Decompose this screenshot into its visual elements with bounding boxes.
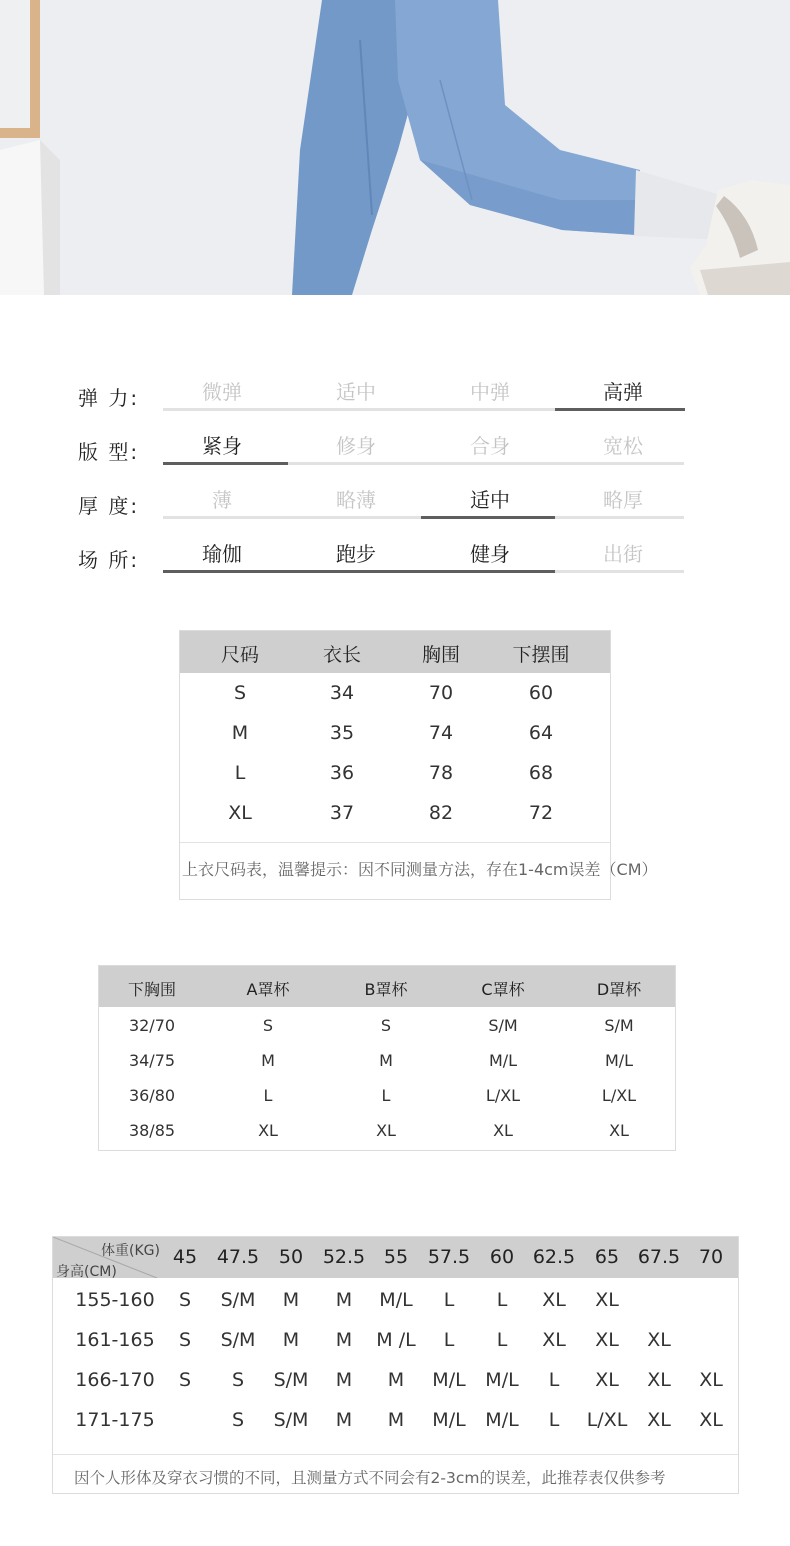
weight-header: 67.5	[637, 1246, 681, 1268]
size-recommend-table	[52, 1236, 739, 1494]
size-cell: M	[282, 1289, 300, 1311]
weight-header: 52.5	[322, 1246, 366, 1268]
attribute-row	[0, 426, 790, 480]
table-cell: M	[231, 722, 249, 744]
table-cell: 34/75	[128, 1051, 176, 1070]
table-cell: M/L	[488, 1051, 518, 1070]
size-cell: S/M	[220, 1289, 256, 1311]
size-cell: L	[548, 1369, 560, 1391]
table-cell: 38/85	[128, 1121, 176, 1140]
table-cell: 82	[428, 802, 454, 824]
attribute-row	[0, 534, 790, 588]
table-cell: XL	[493, 1121, 513, 1140]
table-cell: 74	[428, 722, 454, 744]
size-cell: XL	[647, 1409, 671, 1431]
size-cell: M	[387, 1369, 405, 1391]
size-cell: XL	[542, 1289, 566, 1311]
attribute-option: 薄	[212, 488, 232, 512]
column-header: 尺码	[220, 644, 259, 666]
column-header: B罩杯	[364, 980, 408, 999]
size-cell: L	[443, 1289, 455, 1311]
size-cell: S/M	[220, 1329, 256, 1351]
table-cell: L	[234, 762, 246, 784]
size-cell: M/L	[432, 1409, 466, 1431]
level-indicator	[163, 462, 288, 465]
table-cell: XL	[258, 1121, 278, 1140]
size-cell: XL	[595, 1289, 619, 1311]
size-cell: M/L	[485, 1409, 519, 1431]
column-header: A罩杯	[246, 980, 290, 999]
table-cell: S	[380, 1016, 392, 1035]
table-cell: 60	[528, 682, 554, 704]
attribute-option: 中弹	[470, 380, 510, 404]
table-cell: 32/70	[128, 1016, 176, 1035]
size-cell: XL	[647, 1369, 671, 1391]
attribute-option: 合身	[470, 434, 510, 458]
divider	[180, 842, 610, 843]
table-cell: 64	[528, 722, 554, 744]
weight-header: 70	[698, 1246, 724, 1268]
product-photo	[0, 0, 790, 295]
size-cell: M	[335, 1289, 353, 1311]
table-cell: 70	[428, 682, 454, 704]
attribute-row	[0, 480, 790, 534]
top-size-table	[179, 630, 658, 900]
size-cell: XL	[699, 1369, 723, 1391]
table-cell: L/XL	[601, 1086, 637, 1105]
attribute-label: 场 所:	[78, 548, 140, 572]
attribute-option: 健身	[470, 542, 510, 566]
attribute-option: 出街	[603, 542, 643, 566]
table-cell: L	[263, 1086, 273, 1105]
attribute-label: 版 型:	[78, 440, 140, 464]
table-cell: S/M	[604, 1016, 634, 1035]
column-header: 下胸围	[127, 980, 176, 999]
size-cell: S/M	[273, 1369, 309, 1391]
table-cell: XL	[376, 1121, 396, 1140]
column-header: D罩杯	[596, 980, 642, 999]
table-cell: S/M	[488, 1016, 518, 1035]
size-cell: XL	[542, 1329, 566, 1351]
attribute-option: 宽松	[603, 434, 643, 458]
size-cell: S	[178, 1289, 192, 1311]
table-cell: L	[381, 1086, 391, 1105]
attribute-option: 微弹	[202, 380, 242, 404]
attribute-option: 略厚	[603, 488, 643, 512]
attribute-label: 厚 度:	[78, 494, 140, 518]
table-cell: S	[262, 1016, 274, 1035]
picture-frame-icon	[0, 0, 40, 138]
height-range: 166-170	[75, 1369, 155, 1391]
size-cell: M/L	[432, 1369, 466, 1391]
size-cell: S	[231, 1369, 245, 1391]
attribute-option: 适中	[470, 488, 510, 512]
height-range: 155-160	[75, 1289, 155, 1311]
table-cell: 72	[528, 802, 554, 824]
size-cell: L	[548, 1409, 560, 1431]
size-cell: M	[335, 1369, 353, 1391]
attribute-option: 略薄	[336, 488, 376, 512]
recommend-note: 因个人形体及穿衣习惯的不同，且测量方式不同会有2-3cm的误差，此推荐表仅供参考	[74, 1469, 666, 1487]
bra-size-table	[98, 965, 676, 1151]
divider	[53, 1454, 738, 1455]
model-pants-illustration	[0, 0, 790, 295]
table-cell: M	[379, 1051, 393, 1070]
size-cell: M	[282, 1329, 300, 1351]
attribute-label: 弹 力:	[78, 386, 140, 410]
size-cell: L	[443, 1329, 455, 1351]
size-cell: M/L	[379, 1289, 413, 1311]
size-cell: L	[496, 1329, 508, 1351]
attribute-row	[0, 372, 790, 426]
table-cell: 68	[528, 762, 554, 784]
weight-header: 47.5	[216, 1246, 260, 1268]
height-range: 171-175	[75, 1409, 155, 1431]
size-cell: L	[496, 1289, 508, 1311]
weight-header: 50	[278, 1246, 304, 1268]
table-cell: 35	[329, 722, 355, 744]
size-cell: XL	[647, 1329, 671, 1351]
weight-header: 55	[383, 1246, 409, 1268]
height-axis-label: 身高(CM)	[56, 1264, 117, 1280]
attribute-option: 高弹	[603, 380, 643, 404]
size-cell: M	[387, 1409, 405, 1431]
weight-header: 65	[594, 1246, 620, 1268]
size-cell: M	[335, 1409, 353, 1431]
level-indicator	[555, 408, 685, 411]
size-cell: M/L	[485, 1369, 519, 1391]
column-header: 衣长	[322, 644, 361, 666]
attribute-option: 修身	[336, 434, 376, 458]
size-cell: S	[178, 1369, 192, 1391]
weight-header: 62.5	[532, 1246, 576, 1268]
weight-header: 57.5	[427, 1246, 471, 1268]
table-cell: 78	[428, 762, 454, 784]
size-note: 上衣尺码表，温馨提示：因不同测量方法，存在1-4cm误差（CM）	[182, 860, 658, 879]
column-header: 胸围	[421, 644, 460, 666]
table-cell: 36	[329, 762, 355, 784]
level-indicator	[421, 516, 555, 519]
size-cell: XL	[699, 1409, 723, 1431]
table-cell: L/XL	[485, 1086, 521, 1105]
table-cell: XL	[609, 1121, 629, 1140]
weight-axis-label: 体重(KG)	[101, 1243, 160, 1259]
height-range: 161-165	[75, 1329, 155, 1351]
size-cell: XL	[595, 1369, 619, 1391]
size-cell: S	[178, 1329, 192, 1351]
table-cell: 37	[329, 802, 355, 824]
table-cell: S	[233, 682, 247, 704]
table-cell: 34	[329, 682, 355, 704]
weight-header: 45	[172, 1246, 198, 1268]
column-header: C罩杯	[481, 980, 525, 999]
column-header: 下摆围	[512, 644, 570, 666]
size-cell: S	[231, 1409, 245, 1431]
size-cell: M	[335, 1329, 353, 1351]
attribute-option: 瑜伽	[202, 542, 242, 566]
weight-header: 60	[489, 1246, 515, 1268]
attribute-option: 跑步	[336, 542, 376, 566]
table-cell: M	[261, 1051, 275, 1070]
table-cell: 36/80	[128, 1086, 176, 1105]
attribute-option: 适中	[336, 380, 376, 404]
size-cell: S/M	[273, 1409, 309, 1431]
level-indicator	[163, 570, 555, 573]
attribute-option: 紧身	[202, 434, 242, 458]
table-cell: M/L	[604, 1051, 634, 1070]
table-cell: XL	[228, 802, 252, 824]
size-cell: M /L	[376, 1329, 416, 1351]
size-cell: L/XL	[586, 1409, 628, 1431]
size-cell: XL	[595, 1329, 619, 1351]
